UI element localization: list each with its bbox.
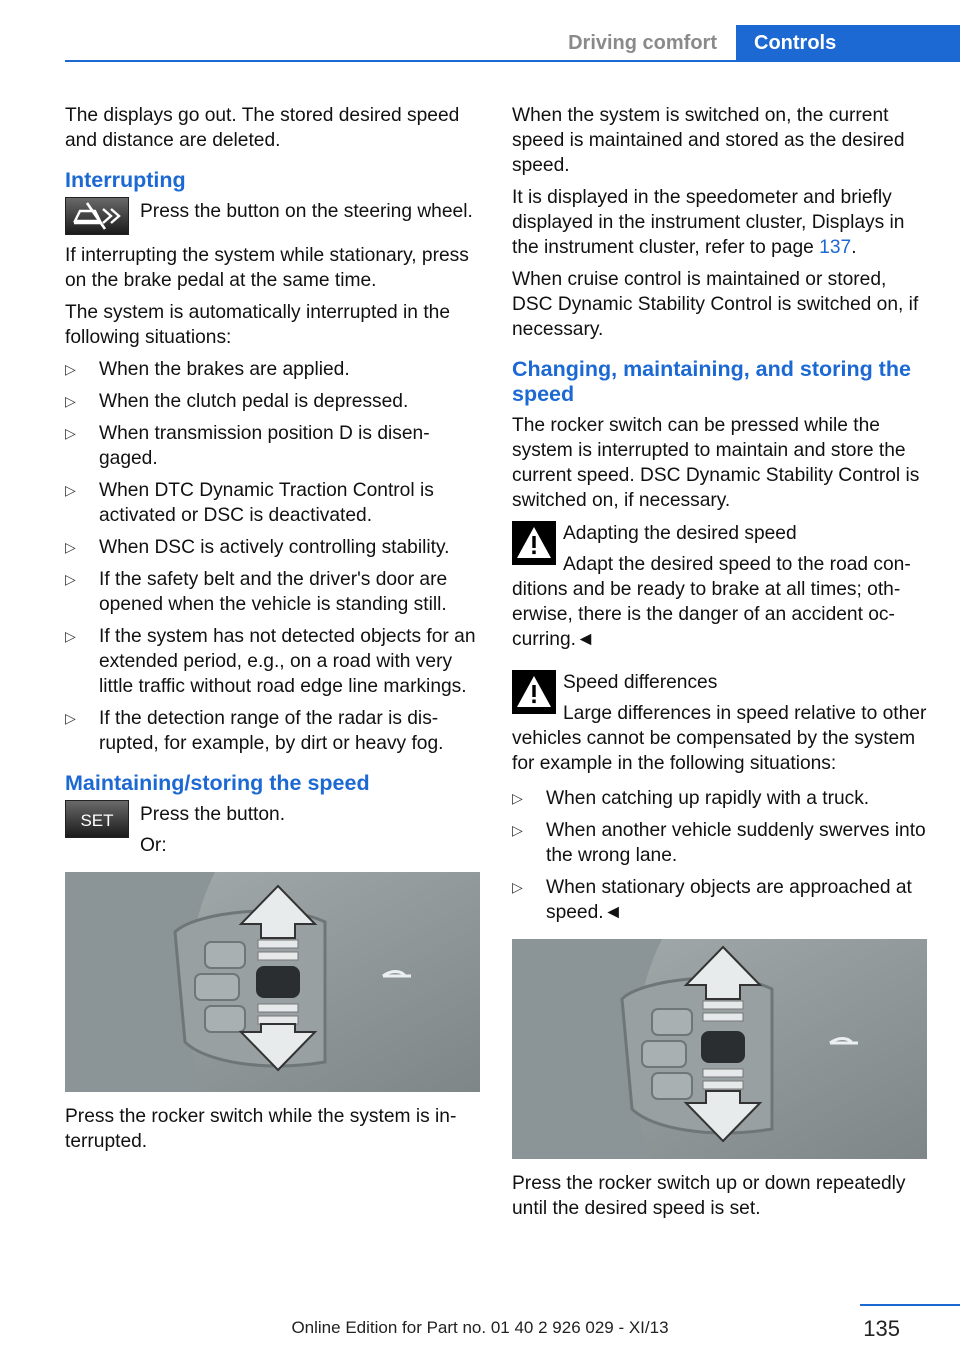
list-item: ▷ When the clutch pedal is depressed.: [65, 391, 409, 412]
triangle-bullet-icon: ▷: [512, 790, 523, 806]
page-number-rule: [860, 1304, 960, 1306]
list-item: ▷ When DSC is actively controlling stability.: [65, 537, 450, 558]
triangle-bullet-icon: ▷: [65, 361, 76, 377]
warning-triangle-icon: [512, 521, 556, 565]
cruise-interrupt-button-icon: [65, 197, 129, 235]
list-item: ▷ When transmission position D is disen‐gaged.: [65, 423, 430, 469]
triangle-bullet-icon: ▷: [65, 482, 76, 498]
warning-adapting-speed: [512, 521, 930, 652]
interrupting-p1: If interrupting the system while stationary, press on the brake pedal at the same time.: [65, 245, 469, 291]
triangle-bullet-icon: ▷: [65, 571, 76, 587]
interrupting-p2: The system is automatically interrupted in the following situations:: [65, 302, 450, 348]
changing-p1: The rocker switch can be pressed while the system is interrupted to maintain and store the current speed. DSC Dynamic Stability Control is switched on, if necessary.: [512, 415, 920, 511]
right-p3: When cruise control is maintained or stored, DSC Dynamic Stability Control is switched on, if necessary.: [512, 269, 919, 340]
right-p2: It is displayed in the speedometer and briefly displayed in the instrument cluster, Displays in the instrument cluster, refer to page 137.: [512, 187, 905, 258]
page-reference-link[interactable]: 137: [819, 237, 852, 258]
list-item: ▷ If the system has not detected objects for an extended period, e.g., on a road with very little traffic without road edge line markings.: [65, 626, 476, 697]
maintaining-instruction: [65, 802, 483, 858]
header-section: Driving comfort: [568, 32, 717, 54]
maintaining-heading: Maintaining/storing the speed: [65, 771, 370, 795]
list-item: ▷ If the safety belt and the driver's door are opened when the vehicle is standing still.: [65, 569, 448, 615]
intro-paragraph: The displays go out. The stored desired speed and distance are deleted.: [65, 105, 460, 151]
warning-text: Large differences in speed relative to other vehicles cannot be compensated by the system for example in the following situations:: [512, 703, 927, 774]
triangle-bullet-icon: ▷: [65, 393, 76, 409]
steering-wheel-rocker-photo: [65, 872, 480, 1092]
right-p1: When the system is switched on, the current speed is maintained and stored as the desired speed.: [512, 105, 905, 176]
header-rule: [65, 60, 960, 62]
warning-triangle-icon: [512, 670, 556, 714]
triangle-bullet-icon: ▷: [512, 822, 523, 838]
warning-title: Speed differences: [563, 672, 718, 693]
left-column: [65, 103, 483, 1161]
list-item: ▷ When another vehicle suddenly swerves into the wrong lane.: [512, 820, 926, 866]
header-chapter-tab: Controls: [736, 25, 960, 61]
page-number: 135: [863, 1316, 900, 1341]
interrupting-icon-text: Press the button on the steering wheel.: [140, 201, 473, 222]
speed-difference-situations-list: [512, 786, 930, 925]
footer-edition: Online Edition for Part no. 01 40 2 926 029 - XI/13: [291, 1318, 669, 1337]
triangle-bullet-icon: ▷: [512, 879, 523, 895]
maintaining-line2: Or:: [140, 835, 167, 856]
interrupt-situations-list: [65, 357, 483, 756]
triangle-bullet-icon: ▷: [65, 628, 76, 644]
list-item: ▷ When catching up rapidly with a truck.: [512, 788, 870, 809]
set-button-icon: [65, 800, 129, 838]
triangle-bullet-icon: ▷: [65, 425, 76, 441]
interrupting-heading: Interrupting: [65, 168, 186, 192]
warning-title: Adapting the desired speed: [563, 523, 797, 544]
triangle-bullet-icon: ▷: [65, 710, 76, 726]
warning-speed-differences: [512, 670, 930, 776]
maintaining-caption: Press the rocker switch while the system is in‐terrupted.: [65, 1106, 457, 1152]
list-item: ▷ When DTC Dynamic Traction Control is activated or DSC is deactivated.: [65, 480, 434, 526]
list-item: ▷ If the detection range of the radar is dis‐rupted, for example, by dirt or heavy fog.: [65, 708, 444, 754]
warning-text: Adapt the desired speed to the road con‐ditions and be ready to brake at all times; oth‐erwise, there is the danger of an accident oc‐curring.◄: [512, 554, 911, 650]
triangle-bullet-icon: ▷: [65, 539, 76, 555]
list-item: ▷ When stationary objects are approached at speed.◄: [512, 877, 912, 923]
right-caption: Press the rocker switch up or down repeatedly until the desired speed is set.: [512, 1173, 906, 1219]
changing-heading: Changing, maintaining, and storing the speed: [512, 357, 911, 406]
steering-wheel-rocker-photo: [512, 939, 927, 1159]
right-column: [512, 103, 930, 1228]
maintaining-line1: Press the button.: [140, 804, 286, 825]
interrupting-instruction: [65, 199, 483, 235]
list-item: ▷ When the brakes are applied.: [65, 359, 350, 380]
svg-text:SET: SET: [80, 811, 114, 830]
